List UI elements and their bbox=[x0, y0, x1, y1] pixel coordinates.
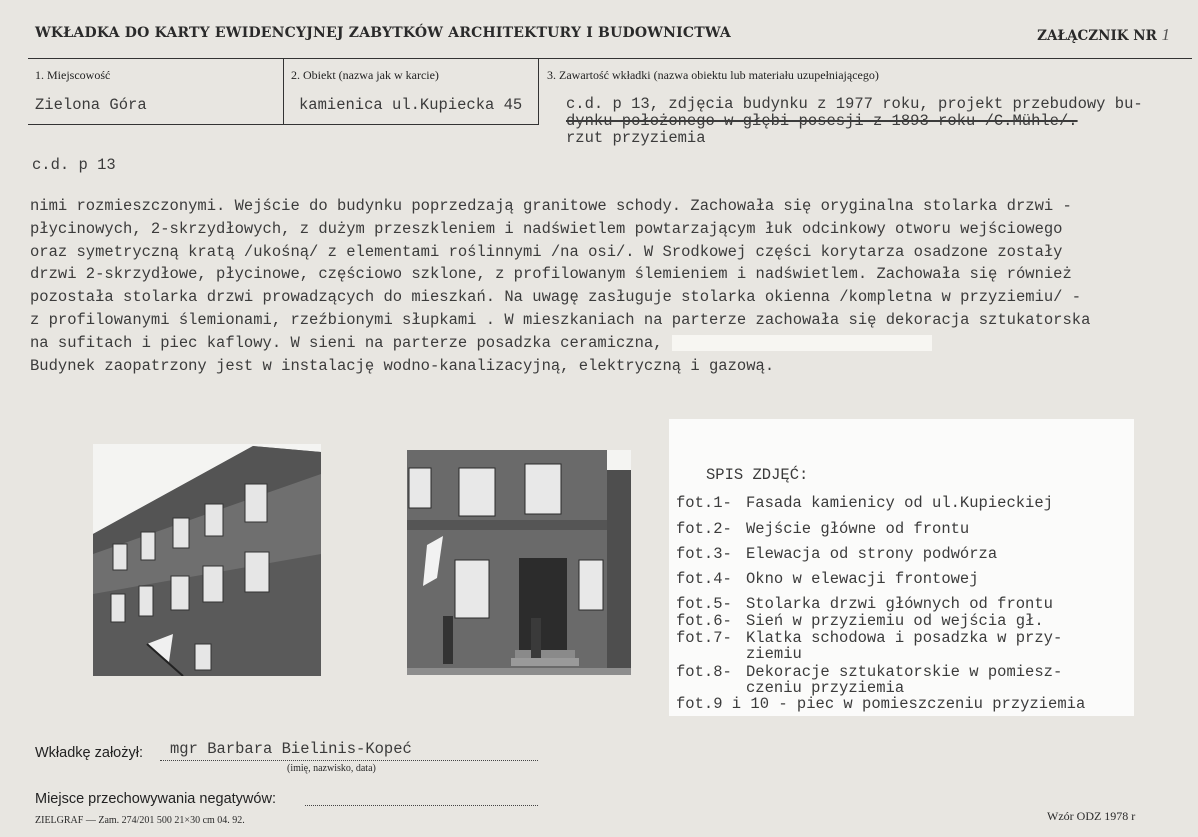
description-text bbox=[30, 195, 1170, 377]
col1-label: 1. Miejscowość bbox=[35, 68, 111, 82]
photo-list-item bbox=[676, 595, 1053, 613]
photo-list-item bbox=[676, 612, 1044, 630]
table-top-rule bbox=[28, 58, 1192, 59]
attachment-number: 1 bbox=[1161, 25, 1170, 44]
correction-whiteout bbox=[672, 335, 932, 351]
photo-list-item bbox=[676, 696, 1085, 712]
col2-label: 2. Obiekt (nazwa jak w karcie) bbox=[291, 68, 439, 82]
photo-number: fot.3- bbox=[676, 545, 732, 563]
photo-number: fot.9 i 10 - piec w pomieszczeniu przyziemia bbox=[676, 695, 1086, 713]
description-line-with-correction bbox=[30, 332, 1170, 355]
photo-list-item bbox=[676, 629, 1063, 647]
photo-number: fot.2- bbox=[676, 520, 732, 538]
object-value: kamienica ul.Kupiecka 45 bbox=[299, 96, 523, 114]
description-line: na sufitach i piec kaflowy. W sieni na parterze posadzka ceramiczna, bbox=[30, 333, 663, 352]
photo-list-item bbox=[676, 545, 998, 563]
locality-value: Zielona Góra bbox=[35, 96, 147, 114]
column-divider-1 bbox=[283, 58, 284, 125]
form-code: Wzór ODZ 1978 r bbox=[1047, 809, 1136, 823]
founder-value: mgr Barbara Bielinis-Kopeć bbox=[170, 740, 412, 758]
attachment-label bbox=[1037, 25, 1170, 45]
photo-number: fot.8- bbox=[676, 663, 732, 681]
description-line: nimi rozmieszczonymi. Wejście do budynku poprzedzają granitowe schody. Zachowała się oryginalna stolarka drzwi - bbox=[30, 197, 1072, 215]
photo-description: Stolarka drzwi głównych od frontu bbox=[746, 595, 1053, 613]
photo-number: fot.1- bbox=[676, 494, 732, 512]
photo-description: Okno w elewacji frontowej bbox=[746, 570, 979, 588]
photo-number: fot.7- bbox=[676, 629, 732, 647]
photo-description: czeniu przyziemia bbox=[746, 679, 905, 697]
attachment-label-text: ZAŁĄCZNIK NR bbox=[1037, 28, 1157, 44]
col3-label: 3. Zawartość wkładki (nazwa obiektu lub materiału uzupełniającego) bbox=[547, 68, 879, 82]
photo-number: fot.4- bbox=[676, 570, 732, 588]
photo-description: Klatka schodowa i posadzka w przy- bbox=[746, 629, 1063, 647]
description-line: z profilowanymi ślemionami, rzeźbionymi słupkami . W mieszkaniach na parterze zachowała się dekoracja sztukatorska bbox=[30, 310, 1091, 329]
photo-number: fot.5- bbox=[676, 595, 732, 613]
contents-line-1: c.d. p 13, zdjęcia budynku z 1977 roku, projekt przebudowy bu- bbox=[566, 95, 1143, 113]
photo-list-title: SPIS ZDJĘĆ: bbox=[706, 466, 809, 484]
contents-line-2-struck: dynku położonego w głębi posesji z 1893 roku /C.Mühle/. bbox=[566, 112, 1078, 130]
contents-value bbox=[566, 96, 1191, 147]
printer-imprint: ZIELGRAF — Zam. 274/201 500 21×30 cm 04. 92. bbox=[35, 815, 245, 826]
photo-description: Wejście główne od frontu bbox=[746, 520, 970, 538]
photo-description: ziemiu bbox=[746, 645, 802, 663]
photo-list-item bbox=[676, 663, 1063, 681]
entrance-photo bbox=[407, 450, 631, 675]
photo-description: Dekoracje sztukatorskie w pomiesz- bbox=[746, 663, 1063, 681]
photo-description: Fasada kamienicy od ul.Kupieckiej bbox=[746, 494, 1053, 512]
table-bottom-rule-1 bbox=[28, 124, 283, 125]
table-bottom-rule-2 bbox=[283, 124, 538, 125]
description-line: płycinowych, 2-skrzydłowych, z dużym przeszkleniem i nadświetlem powtarzającym łuk odcinkowy otworu wejściowego bbox=[30, 219, 1063, 238]
founder-hint: (imię, nazwisko, data) bbox=[287, 763, 376, 774]
continuation-note: c.d. p 13 bbox=[32, 156, 116, 174]
description-line: pozostała stolarka drzwi prowadzących do mieszkań. Na uwagę zasługuje stolarka okienna /kompletna w przyziemiu/ - bbox=[30, 288, 1082, 307]
photo-description: Sień w przyziemiu od wejścia gł. bbox=[746, 612, 1044, 630]
storage-line bbox=[305, 805, 538, 806]
founder-line bbox=[160, 760, 538, 761]
photo-list-item bbox=[676, 520, 970, 538]
column-divider-2 bbox=[538, 58, 539, 125]
photo-list-item bbox=[676, 570, 979, 588]
form-title: WKŁADKA DO KARTY EWIDENCYJNEJ ZABYTKÓW ARCHITEKTURY I BUDOWNICTWA bbox=[35, 25, 731, 41]
photo-list-item bbox=[676, 494, 1053, 512]
contents-line-3: rzut przyziemia bbox=[566, 129, 706, 147]
description-line: Budynek zaopatrzony jest w instalację wodno-kanalizacyjną, elektryczną i gazową. bbox=[30, 356, 775, 375]
photo-description: Elewacja od strony podwórza bbox=[746, 545, 998, 563]
facade-photo bbox=[93, 444, 321, 676]
founder-label: Wkładkę założył: bbox=[35, 745, 143, 761]
photo-number: fot.6- bbox=[676, 612, 732, 630]
description-line: drzwi 2-skrzydłowe, płycinowe, częściowo szklone, z profilowanym ślemieniem i nadświetlem. Zachowała się również bbox=[30, 265, 1072, 284]
storage-label: Miejsce przechowywania negatywów: bbox=[35, 791, 276, 807]
description-line: oraz symetryczną kratą /ukośną/ z elementami roślinnymi /na osi/. W Srodkowej części korytarza osadzone zostały bbox=[30, 242, 1063, 261]
